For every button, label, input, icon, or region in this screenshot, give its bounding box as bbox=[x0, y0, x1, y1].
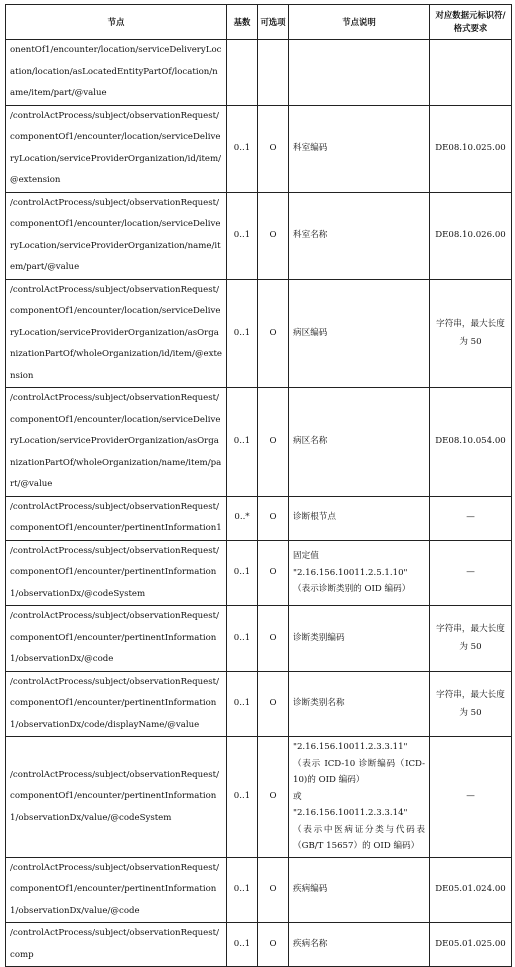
optional-flag: O bbox=[258, 388, 289, 497]
node-description: 诊断类别编码 bbox=[289, 606, 430, 672]
data-element: — bbox=[430, 496, 512, 540]
table-row bbox=[6, 606, 512, 672]
table-row bbox=[6, 923, 512, 967]
table-row bbox=[6, 857, 512, 923]
cardinality: 0..* bbox=[227, 496, 258, 540]
table-row bbox=[6, 737, 512, 858]
node-spec-table bbox=[5, 4, 512, 967]
optional-flag: O bbox=[258, 192, 289, 279]
header-node: 节点 bbox=[6, 5, 227, 40]
header-element: 对应数据元标识符/格式要求 bbox=[430, 5, 512, 40]
data-element: 字符串，最大长度为 50 bbox=[430, 671, 512, 737]
node-description: 诊断根节点 bbox=[289, 496, 430, 540]
node-path: /controlActProcess/subject/observationRequest/componentOf1/encounter/pertinentInformation1/observationDx/value/@codeSystem bbox=[6, 737, 227, 858]
table-row bbox=[6, 192, 512, 279]
node-description: 疾病名称 bbox=[289, 923, 430, 967]
data-element: 字符串，最大长度为 50 bbox=[430, 279, 512, 388]
cardinality: 0..1 bbox=[227, 923, 258, 967]
optional-flag: O bbox=[258, 857, 289, 923]
node-description: 疾病编码 bbox=[289, 857, 430, 923]
data-element: DE05.01.025.00 bbox=[430, 923, 512, 967]
optional-flag: O bbox=[258, 279, 289, 388]
node-description: 病区编码 bbox=[289, 279, 430, 388]
table-header-row bbox=[6, 5, 512, 40]
node-path: /controlActProcess/subject/observationRequest/componentOf1/encounter/pertinentInformation1/observationDx/code/displayName/@value bbox=[6, 671, 227, 737]
optional-flag: O bbox=[258, 923, 289, 967]
cardinality: 0..1 bbox=[227, 105, 258, 192]
icd-value: "2.16.156.10011.2.3.3.11" bbox=[293, 742, 408, 752]
node-path: /controlActProcess/subject/observationRequest/componentOf1/encounter/pertinentInformation1/observationDx/value/@code bbox=[6, 857, 227, 923]
table-row bbox=[6, 105, 512, 192]
fixed-value-label: 固定值 bbox=[293, 551, 319, 561]
node-path: /controlActProcess/subject/observationRequest/componentOf1/encounter/pertinentInformation1 bbox=[6, 496, 227, 540]
cardinality: 0..1 bbox=[227, 540, 258, 606]
table-row bbox=[6, 671, 512, 737]
table-row bbox=[6, 279, 512, 388]
table-row bbox=[6, 40, 512, 106]
node-description bbox=[289, 40, 430, 106]
node-path: /controlActProcess/subject/observationRequest/componentOf1/encounter/pertinentInformation1/observationDx/@code bbox=[6, 606, 227, 672]
fixed-value-note: （表示诊断类别的 OID 编码） bbox=[293, 584, 411, 594]
node-path: /controlActProcess/subject/observationRequest/componentOf1/encounter/location/serviceDeliveryLocation/serviceProviderOrganization/id/item/@extension bbox=[6, 105, 227, 192]
icd-note: （表示 ICD-10 诊断编码（ICD-10)的 OID 编码） bbox=[293, 758, 425, 785]
optional-flag: O bbox=[258, 540, 289, 606]
cardinality: 0..1 bbox=[227, 606, 258, 672]
optional-flag: O bbox=[258, 671, 289, 737]
node-description: 科室编码 bbox=[289, 105, 430, 192]
optional-flag: O bbox=[258, 737, 289, 858]
table-row bbox=[6, 496, 512, 540]
cardinality: 0..1 bbox=[227, 737, 258, 858]
node-path: /controlActProcess/subject/observationRequest/componentOf1/encounter/location/serviceDeliveryLocation/serviceProviderOrganization/asOrganizationPartOf/wholeOrganization/name/item/part/@value bbox=[6, 388, 227, 497]
node-path: /controlActProcess/subject/observationRequest/componentOf1/encounter/location/serviceDeliveryLocation/serviceProviderOrganization/name/item/part/@value bbox=[6, 192, 227, 279]
cardinality: 0..1 bbox=[227, 857, 258, 923]
cardinality bbox=[227, 40, 258, 106]
node-description: 科室名称 bbox=[289, 192, 430, 279]
tcm-note: （表示中医病证分类与代码表（GB/T 15657）的 OID 编码） bbox=[293, 824, 425, 851]
optional-flag: O bbox=[258, 606, 289, 672]
node-path: /controlActProcess/subject/observationRequest/componentOf1/encounter/pertinentInformation1/observationDx/@codeSystem bbox=[6, 540, 227, 606]
cardinality: 0..1 bbox=[227, 192, 258, 279]
cardinality: 0..1 bbox=[227, 279, 258, 388]
optional-flag: O bbox=[258, 105, 289, 192]
header-cardinality: 基数 bbox=[227, 5, 258, 40]
document-page bbox=[5, 4, 511, 967]
data-element: DE05.01.024.00 bbox=[430, 857, 512, 923]
data-element bbox=[430, 40, 512, 106]
fixed-value: "2.16.156.10011.2.5.1.10" bbox=[293, 567, 408, 578]
node-description: 病区名称 bbox=[289, 388, 430, 497]
table-row bbox=[6, 388, 512, 497]
optional-flag bbox=[258, 40, 289, 106]
cardinality: 0..1 bbox=[227, 388, 258, 497]
data-element: DE08.10.026.00 bbox=[430, 192, 512, 279]
node-path: /controlActProcess/subject/observationRequest/comp bbox=[6, 923, 227, 967]
node-path: onentOf1/encounter/location/serviceDeliveryLocation/location/asLocatedEntityPartOf/location/name/item/part/@value bbox=[6, 40, 227, 106]
optional-flag: O bbox=[258, 496, 289, 540]
data-element: DE08.10.025.00 bbox=[430, 105, 512, 192]
node-description bbox=[289, 540, 430, 606]
data-element: 字符串，最大长度为 50 bbox=[430, 606, 512, 672]
data-element: — bbox=[430, 737, 512, 858]
node-path: /controlActProcess/subject/observationRequest/componentOf1/encounter/location/serviceDeliveryLocation/serviceProviderOrganization/asOrganizationPartOf/wholeOrganization/id/item/@extension bbox=[6, 279, 227, 388]
data-element: — bbox=[430, 540, 512, 606]
tcm-value: "2.16.156.10011.2.3.3.14" bbox=[293, 808, 408, 818]
header-optional: 可选项 bbox=[258, 5, 289, 40]
or-label: 或 bbox=[293, 791, 302, 802]
node-description bbox=[289, 737, 430, 858]
cardinality: 0..1 bbox=[227, 671, 258, 737]
data-element: DE08.10.054.00 bbox=[430, 388, 512, 497]
table-row bbox=[6, 540, 512, 606]
header-description: 节点说明 bbox=[289, 5, 430, 40]
node-description: 诊断类别名称 bbox=[289, 671, 430, 737]
